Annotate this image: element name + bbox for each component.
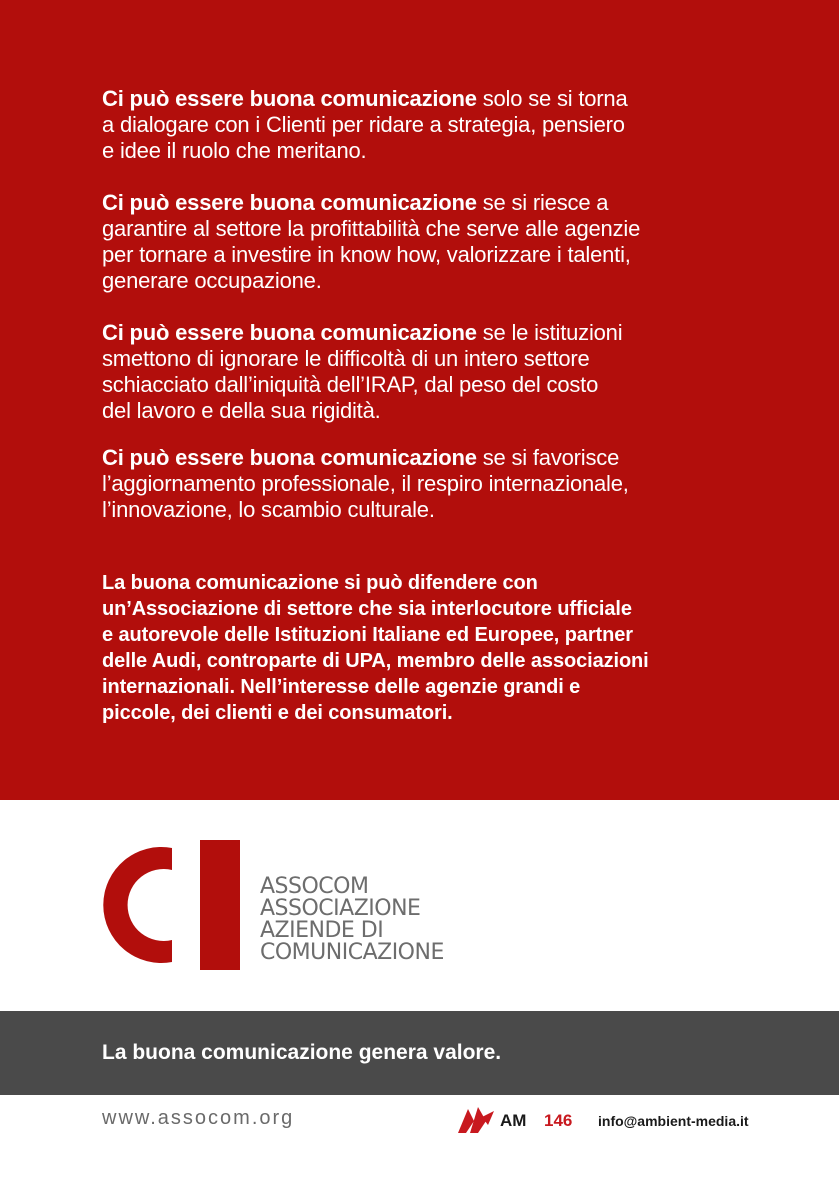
paragraph-text: se le istituzioni xyxy=(476,320,623,345)
ambient-media-logo-icon xyxy=(456,1103,496,1137)
closing-line: delle Audi, controparte di UPA, membro delle associazioni xyxy=(102,650,649,672)
paragraph-text: a dialogare con i Clienti per ridare a strategia, pensiero xyxy=(102,112,625,137)
paragraph-lead: Ci può essere buona comunicazione xyxy=(102,320,477,345)
closing-statement xyxy=(102,570,762,726)
closing-line: La buona comunicazione si può difendere con xyxy=(102,572,538,594)
paragraph-text: e idee il ruolo che meritano. xyxy=(102,138,367,163)
paragraph-1 xyxy=(102,86,762,164)
paragraph-text: garantire al settore la profittabilità che serve alle agenzie xyxy=(102,216,641,241)
paragraph-text: solo se si torna xyxy=(476,86,628,111)
logo-line: COMUNICAZIONE xyxy=(260,940,444,965)
paragraph-text: l’innovazione, lo scambio culturale. xyxy=(102,497,435,522)
assocom-logo-mark-icon xyxy=(102,840,247,970)
paragraph-lead: Ci può essere buona comunicazione xyxy=(102,445,477,470)
svg-text:C: C xyxy=(126,864,186,950)
paragraph-text: se si favorisce xyxy=(476,445,620,470)
assocom-logo xyxy=(102,840,502,980)
paragraph-lead: Ci può essere buona comunicazione xyxy=(102,86,477,111)
paragraph-text: schiacciato dall’iniquità dell’IRAP, dal peso del costo xyxy=(102,372,599,397)
paragraph-3 xyxy=(102,320,762,424)
paragraph-4 xyxy=(102,445,762,523)
paragraph-lead: Ci può essere buona comunicazione xyxy=(102,190,477,215)
closing-line: piccole, dei clienti e dei consumatori. xyxy=(102,702,453,724)
logo-line: ASSOCOM xyxy=(260,874,369,899)
slogan: La buona comunicazione genera valore. xyxy=(102,1041,502,1064)
logo-line: ASSOCIAZIONE xyxy=(260,896,421,921)
paragraph-text: smettono di ignorare le difficoltà di un intero settore xyxy=(102,346,590,371)
paragraph-text: generare occupazione. xyxy=(102,268,322,293)
paragraph-text: l’aggiornamento professionale, il respiro internazionale, xyxy=(102,471,629,496)
closing-line: un’Associazione di settore che sia interlocutore ufficiale xyxy=(102,598,632,620)
closing-line: e autorevole delle Istituzioni Italiane ed Europee, partner xyxy=(102,624,633,646)
logo-line: AZIENDE DI xyxy=(260,918,384,943)
ambient-media-credit xyxy=(456,1103,786,1137)
email-link[interactable]: info@ambient-media.it xyxy=(598,1113,749,1129)
paragraph-text: per tornare a investire in know how, valorizzare i talenti, xyxy=(102,242,631,267)
paragraph-text: del lavoro e della sua rigidità. xyxy=(102,398,381,423)
slogan-bar xyxy=(0,1011,839,1095)
am-label: AM xyxy=(500,1111,527,1130)
closing-line: internazionali. Nell’interesse delle agenzie grandi e xyxy=(102,676,581,698)
website-link[interactable]: www.assocom.org xyxy=(102,1107,295,1129)
assocom-logo-text xyxy=(260,876,444,964)
paragraph-text: se si riesce a xyxy=(476,190,609,215)
paragraph-2 xyxy=(102,190,762,294)
am-issue-number: 146 xyxy=(544,1111,573,1130)
